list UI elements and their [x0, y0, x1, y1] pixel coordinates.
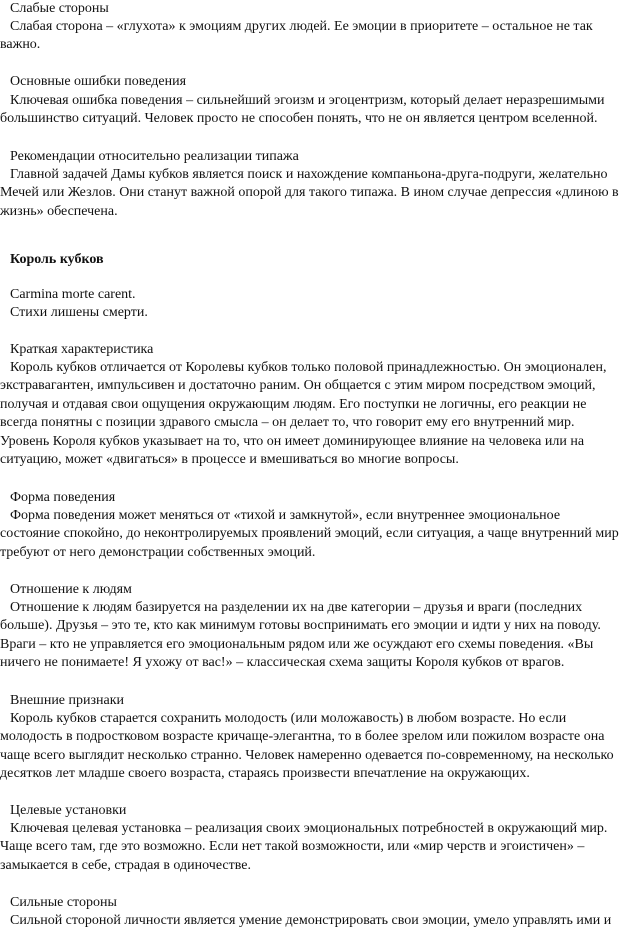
paragraph-line: Уровень Короля кубков указывает на то, что он имеет доминирующее влияние на человека или на [0, 433, 585, 449]
paragraph-line: Враги – кто не управляется его эмоциональным рядом или же осуждают его схемы поведения. «Вы [0, 636, 594, 652]
paragraph-line: Король кубков старается сохранить молодость (или моложавость) в любом возрасте. Но если [10, 711, 567, 726]
paragraph-line: Главной задачей Дамы кубков является поиск и нахождение компаньона-друга-подруги, желательно [10, 167, 608, 182]
paragraph-line: всегда понятны с позиции здравого смысла – он делает то, что говорит ему его внутренний мир. [0, 415, 575, 431]
section-body-goals [0, 820, 612, 875]
paragraph-line: Сильной стороной личности является умение демонстрировать свои эмоции, умело управлять ими и [10, 913, 612, 928]
paragraph-line: замыкается в себе, страдая в одиночестве. [0, 857, 251, 873]
section-heading-weaknesses: Слабые стороны [10, 1, 109, 16]
section-body-weaknesses [0, 18, 612, 55]
section-heading-behavior-errors: Основные ошибки поведения [10, 74, 187, 89]
paragraph-line: чаще всего выглядит несколько странно. Человек намеренно одевается по-современному, на несколько [0, 747, 614, 763]
paragraph-line: Ключевая ошибка поведения – сильнейший эгоизм и эгоцентризм, который делает неразрешимыми [10, 93, 605, 108]
section-body-recommendations [0, 166, 619, 221]
section-heading-attitude: Отношение к людям [10, 582, 132, 597]
paragraph-line: Форма поведения может меняться от «тихой и замкнутой», если внутреннее эмоциональное [10, 508, 561, 523]
epigraph-translation: Стихи лишены смерти. [10, 305, 148, 320]
paragraph-line: важно. [0, 37, 41, 53]
section-body-attitude [0, 599, 612, 673]
section-body-behavior-errors [0, 92, 612, 129]
paragraph-line: больше). Друзья – это те, кто как минимум готовы воспринимать его эмоции и идти у них на поводу. [0, 618, 601, 634]
section-heading-behavior-form: Форма поведения [10, 490, 116, 505]
paragraph-line: жизнь» обеспечена. [0, 203, 118, 219]
section-heading-appearance: Внешние признаки [10, 693, 125, 708]
epigraph-latin: Carmina morte carent. [10, 287, 136, 302]
section-heading-recommendations: Рекомендации относительно реализации типажа [10, 149, 299, 164]
paragraph-line: молодость в подростковом возрасте кричаще-элегантна, то в более зрелом или пожилом возрасте она [0, 729, 605, 745]
section-body-appearance [0, 710, 612, 784]
paragraph-line: экстравагантен, импульсивен и достаточно раним. Он общается с этим миром посредством эмоций, [0, 378, 596, 394]
paragraph-line: Мечей или Жезлов. Они станут важной опорой для такого типажа. В ином случае депрессия «длиною в [0, 185, 619, 201]
paragraph-line: требуют от него демонстрации собственных эмоций. [0, 544, 316, 560]
section-body-summary [0, 359, 612, 469]
paragraph-line: десятков лет младше своего возраста, стараясь произвести впечатление на окружающих. [0, 766, 530, 782]
section-heading-goals: Целевые установки [10, 803, 127, 818]
paragraph-line: Слабая сторона – «глухота» к эмоциям других людей. Ее эмоции в приоритете – остальное не так [10, 19, 593, 34]
paragraph-line: Чаще всего там, где это возможно. Если нет такой возможности, или «мир черств и эгоистичен» – [0, 839, 585, 855]
section-body-behavior-form [0, 507, 619, 562]
paragraph-line: большинство ситуаций. Человек просто не способен понять, что не он является центром вселенной. [0, 111, 598, 127]
paragraph-line: Отношение к людям базируется на разделении их на две категории – друзья и враги (последних [10, 600, 583, 615]
paragraph-line: Король кубков отличается от Королевы кубков только половой принадлежностью. Он эмоционален, [10, 360, 607, 375]
paragraph-line: состояние спокойно, до неконтролируемых проявлений эмоций, если ситуация, а чаще внутренний мир [0, 526, 619, 542]
section-heading-strengths: Сильные стороны [10, 895, 117, 910]
section-heading-summary: Краткая характеристика [10, 342, 154, 357]
section-body-strengths [0, 912, 612, 930]
paragraph-line: Ключевая целевая установка – реализация своих эмоциональных потребностей в окружающий мир. [10, 821, 608, 836]
paragraph-line: ничего не понимаете! Я ухожу от вас!» – классическая схема защиты Короля кубков от врагов. [0, 655, 565, 671]
paragraph-line: ситуацию, может «двигаться» в процессе и вмешиваться во многие вопросы. [0, 452, 459, 468]
paragraph-line: получая и отдавая свои ощущения окружающим людям. Его поступки не логичны, его реакции не [0, 396, 587, 412]
chapter-title: Король кубков [10, 252, 104, 267]
